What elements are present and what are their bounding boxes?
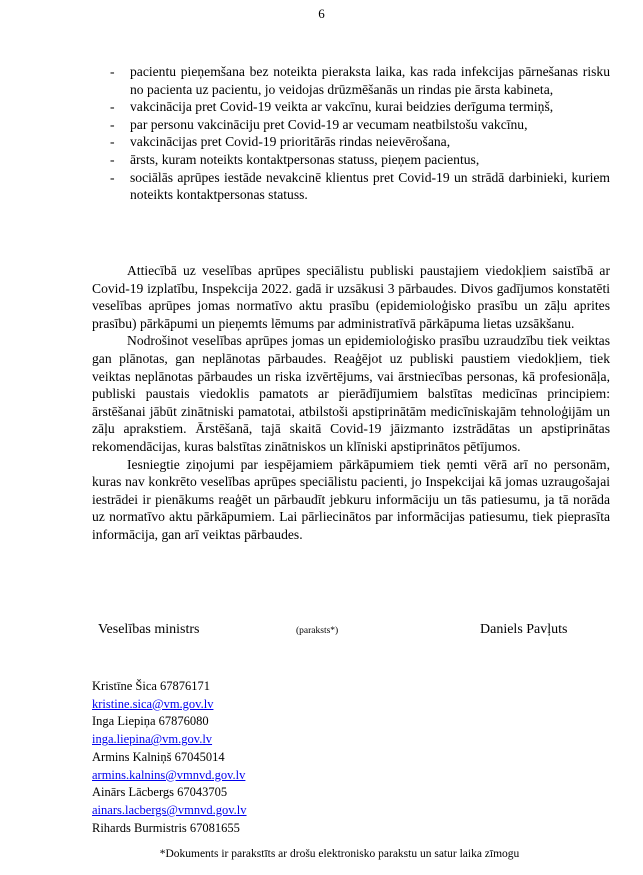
contact-list xyxy=(92,678,247,837)
violations-list xyxy=(110,63,610,204)
page-number: 6 xyxy=(318,6,325,21)
list-marker: - xyxy=(110,169,115,185)
list-marker: - xyxy=(110,151,115,167)
contact-email-link[interactable]: armins.kalnins@vmnvd.gov.lv xyxy=(92,767,246,782)
list-item: - vakcinācija pret Covid-19 veikta ar vakcīnu, kurai beidzies derīguma termiņš, xyxy=(110,99,554,115)
signature-mark: (paraksts*) xyxy=(296,626,339,636)
signature-block xyxy=(0,620,643,644)
signatory-name: Daniels Pavļuts xyxy=(480,622,568,637)
list-item: - ārsts, kuram noteikts kontaktpersonas statuss, pieņem pacientus, xyxy=(110,151,480,167)
body-text xyxy=(92,262,610,544)
list-marker: - xyxy=(110,116,115,132)
list-item: - par personu vakcināciju pret Covid-19 ar vecumam neatbilstošu vakcīnu, xyxy=(110,116,528,132)
contact-name: Inga Liepiņa 67876080 xyxy=(92,714,209,729)
list-marker: - xyxy=(110,64,115,79)
contact-email-link[interactable]: inga.liepina@vm.gov.lv xyxy=(92,732,213,747)
contact-name: Rihards Burmistris 67081655 xyxy=(92,820,240,835)
list-marker: - xyxy=(110,134,115,150)
contact-name: Ainārs Lācbergs 67043705 xyxy=(92,785,228,800)
contact-name: Armins Kalniņš 67045014 xyxy=(92,749,225,764)
signature-footnote: *Dokuments ir parakstīts ar drošu elektronisko parakstu un satur laika zīmogu xyxy=(159,848,520,860)
contact-name: Kristīne Šica 67876171 xyxy=(92,679,211,693)
paragraph: Attiecībā uz veselības aprūpes speciālistu publiski paustajiem viedokļiem saistībā ar Covid-19 izplatību, Inspekcija 2022. gadā ir uzsākusi 3 pārbaudes. Divos gadījumos konstatēti veselības aprūpes jomas normatīvo aktu prasību (epidemioloģisko prasību un zāļu aprites prasību) pārkāpumi un pieņemts lēmums par administratīvā pārkāpuma lietas uzsākšanu. xyxy=(92,263,610,331)
contact-email-link[interactable]: kristine.sica@vm.gov.lv xyxy=(92,696,214,711)
paragraph: Iesniegtie ziņojumi par iespējamiem pārkāpumiem tiek ņemti vērā arī no personām, kuras nav konkrēto veselības aprūpes speciālistu pacienti, jo Inspekcijai kā jomas uzraugošajai iestrādei ir pienākums reaģēt un pārbaudīt jebkuru informāciju un tās patiesumu, ja tā norāda uz normatīvo aktu pārkāpumiem. Lai pārliecinātos par informācijas patiesumu, tiek pieprasīta informācija, gan arī veiktas pārbaudes. xyxy=(92,456,610,542)
paragraph: Nodrošinot veselības aprūpes jomas un epidemioloģisko prasību uzraudzību tiek veiktas gan plānotas, gan neplānotas pārbaudes. Reaģējot uz publiski paustiem viedokļiem, tiek veiktas neplānotas pārbaudes un riska izvērtējums, vai ārstniecības personas, kā profesionāļa, publiski paustais viedoklis pamatots ar pierādījumiem balstītas medicīnas principiem: ārstēšanai jābūt zinātniski pamatotai, atbilstoši apstiprinātām medicīniskajām tehnoloģijām un zāļu aprakstiem. Ārstēšanā, tajā skaitā Covid-19 jāizmanto izstrādātas un apstiprinātas rekomendācijas, kuras balstītas zinātniskos un klīniski apstiprinātos pētījumos. xyxy=(92,333,610,454)
contact-email-link[interactable]: ainars.lacbergs@vmnvd.gov.lv xyxy=(92,802,247,817)
list-item: - vakcinācijas pret Covid-19 prioritārās rindas neievērošana, xyxy=(110,134,451,150)
signatory-role: Veselības ministrs xyxy=(98,622,200,637)
list-marker: - xyxy=(110,99,115,115)
list-item: - pacientu pieņemšana bez noteikta pieraksta laika, kas rada infekcijas pārnešanas risku no pacienta uz pacientu, jo veidojas drūzmēšanās un rindas pie ārsta kabineta, xyxy=(110,64,610,97)
list-item: - sociālās aprūpes iestāde nevakcinē klientus pret Covid-19 un strādā darbinieki, kuriem noteikts kontaktpersonas statuss. xyxy=(110,169,610,203)
